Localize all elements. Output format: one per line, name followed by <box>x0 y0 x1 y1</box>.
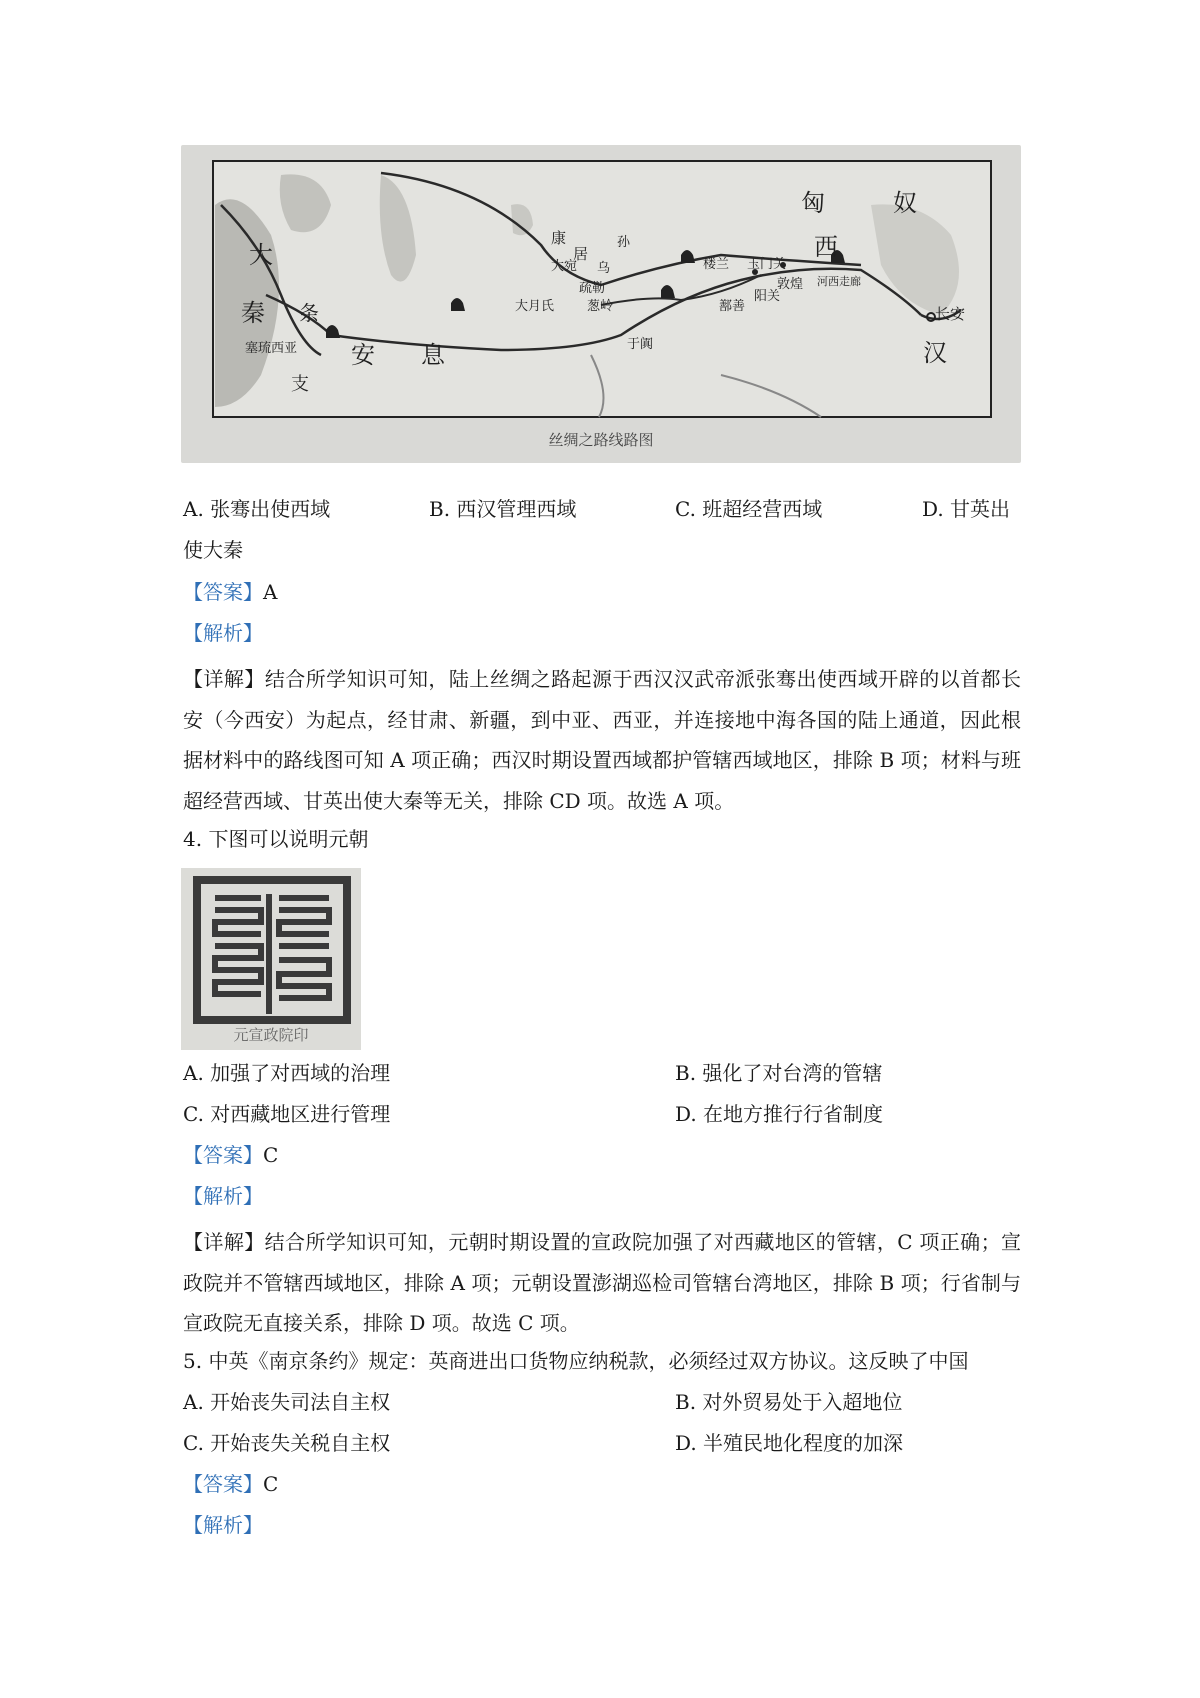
q4-analysis-label <box>183 1184 263 1208</box>
seal-glyphs <box>215 894 329 1014</box>
q3-analysis-label <box>183 621 263 645</box>
answer-label: 【答案】 <box>183 1472 263 1496</box>
map-label-xi: 息 <box>421 341 445 369</box>
seal-drawing <box>181 868 361 1024</box>
map-label-kangju-1: 康 <box>551 229 567 247</box>
map-label-zhi: 支 <box>291 374 309 395</box>
q4-stem: 4. 下图可以说明元朝 <box>183 827 369 851</box>
answer-label: 【答案】 <box>183 580 263 604</box>
detail-label: 【详解】 <box>183 1230 265 1254</box>
q5-analysis-label <box>183 1513 263 1537</box>
analysis-label: 【解析】 <box>183 1513 263 1537</box>
map-label-dunhuang: 敦煌 <box>777 277 804 292</box>
analysis-label: 【解析】 <box>183 621 263 645</box>
map-label-han: 汉 <box>923 339 947 367</box>
q5-option-c: C. 开始丧失关税自主权 <box>183 1431 391 1455</box>
map-label-congling: 葱岭 <box>587 299 614 314</box>
q4-answer <box>183 1143 278 1167</box>
map-label-xiyu: 西 <box>814 233 838 261</box>
q3-option-c: C. 班超经营西域 <box>675 497 823 521</box>
q3-option-b: B. 西汉管理西域 <box>429 497 577 521</box>
map-label-wusun-2: 孙 <box>617 235 631 250</box>
map-label-shule: 疏勒 <box>579 281 606 296</box>
detail-text: 结合所学知识可知，陆上丝绸之路起源于西汉汉武帝派张骞出使西域开辟的以首都长安（今西安）为起点，经甘肃、新疆，到中亚、西亚，并连接地中海各国的陆上通道，因此根据材料中的路线图可知 A 项正确；西汉时期设置西域都护管辖西域地区，排除 B 项；材料与班超经营西域、甘英出使大秦等无关，排除 CD 项。故选 A 项。 <box>183 667 1022 813</box>
map-label-tiao: 条 <box>299 301 319 325</box>
answer-value: A <box>263 580 278 604</box>
q3-option-a: A. 张骞出使西域 <box>183 497 331 521</box>
map-label-xiongnu-2: 奴 <box>893 189 917 217</box>
map-label-kangju-2: 居 <box>573 245 589 263</box>
map-label-dawan: 大宛 <box>551 259 578 274</box>
answer-label: 【答案】 <box>183 1143 263 1167</box>
q4-option-d: D. 在地方推行行省制度 <box>675 1102 884 1126</box>
q5-stem: 5. 中英《南京条约》规定：英商进出口货物应纳税款，必须经过双方协议。这反映了中国 <box>183 1349 969 1373</box>
q3-answer <box>183 580 277 604</box>
map-label-loulan: 楼兰 <box>703 257 730 272</box>
q5-option-b: B. 对外贸易处于入超地位 <box>675 1390 903 1414</box>
seal-caption: 元宣政院印 <box>233 1026 309 1044</box>
q4-option-a: A. 加强了对西域的治理 <box>183 1061 391 1085</box>
map-label-wusun-1: 乌 <box>597 261 611 276</box>
map-label-dayuezhi: 大月氏 <box>515 299 555 314</box>
q5-answer <box>183 1472 278 1496</box>
answer-value: C <box>263 1143 279 1167</box>
map-label-yutian: 于阗 <box>627 337 654 352</box>
map-caption: 丝绸之路线路图 <box>548 431 654 449</box>
detail-text: 结合所学知识可知，元朝时期设置的宣政院加强了对西藏地区的管辖，C 项正确；宣政院并不管辖西域地区，排除 A 项；元朝设置澎湖巡检司管辖台湾地区，排除 B 项；行省制与宣政院无直接关系，排除 D 项。故选 C 项。 <box>183 1230 1021 1335</box>
map-label-yumenguan: 玉门关 <box>747 257 787 272</box>
map-label-yangguan: 阳关 <box>754 289 781 304</box>
q4-option-b: B. 强化了对台湾的管辖 <box>675 1061 883 1085</box>
map-label-qin: 秦 <box>241 299 265 327</box>
q5-option-a: A. 开始丧失司法自主权 <box>183 1390 391 1414</box>
map-label-changan: 长安 <box>935 305 966 323</box>
q4-option-c: C. 对西藏地区进行管理 <box>183 1102 391 1126</box>
detail-label: 【详解】 <box>183 667 265 691</box>
yuan-seal-image <box>181 868 361 1050</box>
q5-option-d: D. 半殖民地化程度的加深 <box>675 1431 904 1455</box>
map-label-xiongnu-1: 匈 <box>801 189 825 217</box>
map-label-hexi: 河西走廊 <box>817 275 861 288</box>
map-label-da: 大 <box>249 241 273 269</box>
q4-detail <box>183 1222 1021 1344</box>
map-label-an: 安 <box>351 341 375 369</box>
map-label-shanshan: 鄯善 <box>719 299 746 314</box>
silk-road-map <box>181 145 1021 463</box>
q3-detail <box>183 659 1021 821</box>
analysis-label: 【解析】 <box>183 1184 263 1208</box>
q3-option-d-cont: 使大秦 <box>183 538 243 562</box>
map-label-city-west: 塞琉西亚 <box>245 341 298 356</box>
q3-option-d: D. 甘英出 <box>922 497 1011 521</box>
answer-value: C <box>263 1472 279 1496</box>
